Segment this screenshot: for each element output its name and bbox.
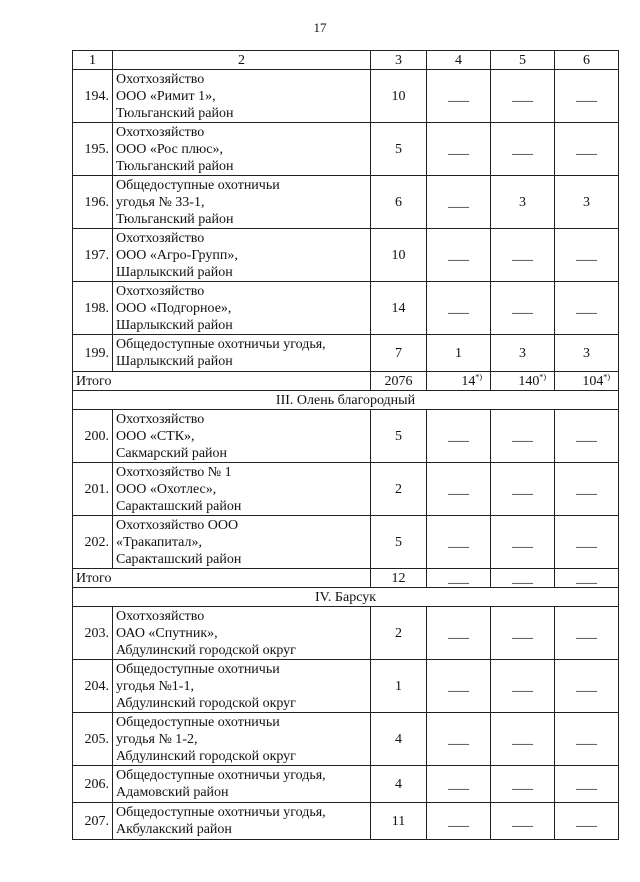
quota-value: 2 [371, 607, 427, 660]
dash-mark: ___ [512, 625, 533, 641]
quota-value: 4 [371, 766, 427, 803]
row-number: 205. [73, 713, 113, 766]
total-value [491, 372, 555, 391]
hunting-quota-table [72, 50, 619, 840]
name-line: ООО «Рос плюс», [116, 141, 223, 157]
name-line: Общедоступные охотничьи угодья, [116, 337, 326, 352]
column-header-2: 2 [113, 51, 371, 70]
name-line: Сакмарский район [116, 445, 228, 461]
name-line: Охотхозяйство ООО [116, 517, 239, 533]
total-row [73, 372, 619, 391]
empty-cell [427, 803, 491, 840]
dash-mark: ___ [448, 570, 469, 586]
empty-cell [491, 516, 555, 569]
name-line: Абдулинский городской округ [116, 642, 296, 658]
row-number: 197. [73, 229, 113, 282]
dash-mark: ___ [448, 300, 469, 316]
row-number: 201. [73, 463, 113, 516]
dash-mark: ___ [576, 570, 597, 586]
name-line: Общедоступные охотничьи [116, 714, 280, 730]
empty-cell [491, 713, 555, 766]
row-number: 200. [73, 410, 113, 463]
empty-cell [555, 70, 619, 123]
name-line: угодья №1-1, [116, 678, 194, 694]
total-number: 104 [582, 373, 604, 389]
dash-mark: ___ [512, 678, 533, 694]
dash-mark: ___ [512, 141, 533, 157]
name-line: Саракташский район [116, 551, 242, 567]
name-line: Общедоступные охотничьи [116, 177, 280, 193]
dash-mark: ___ [512, 570, 533, 586]
name-line: ООО «Подгорное», [116, 300, 232, 316]
quota-value: 7 [371, 335, 427, 372]
empty-cell [555, 463, 619, 516]
dash-mark: ___ [576, 428, 597, 444]
empty-cell [555, 766, 619, 803]
empty-cell [555, 410, 619, 463]
hunting-ground-name [113, 463, 371, 516]
dash-mark: ___ [512, 776, 533, 792]
empty-cell [491, 282, 555, 335]
dash-mark: ___ [448, 141, 469, 157]
empty-cell [427, 123, 491, 176]
quota-value: 10 [371, 229, 427, 282]
total-quota: 12 [371, 569, 427, 588]
quota-value: 11 [371, 803, 427, 840]
table-row [73, 229, 619, 282]
row-number: 203. [73, 607, 113, 660]
empty-cell [427, 463, 491, 516]
name-line: Общедоступные охотничьи угодья, [116, 805, 326, 820]
name-line: угодья № 33-1, [116, 194, 205, 210]
hunting-ground-name [113, 410, 371, 463]
name-line: ООО «Охотлес», [116, 481, 217, 497]
name-line: Адамовский район [116, 785, 229, 800]
table-body [73, 51, 619, 840]
name-line: Акбулакский район [116, 822, 232, 837]
name-line: «Тракапитал», [116, 534, 202, 550]
empty-cell [427, 282, 491, 335]
table-row [73, 607, 619, 660]
row-number: 206. [73, 766, 113, 803]
dash-mark: ___ [512, 813, 533, 829]
empty-cell [491, 70, 555, 123]
empty-cell [427, 766, 491, 803]
dash-mark: ___ [576, 813, 597, 829]
dash-mark: ___ [448, 678, 469, 694]
quota-value: 14 [371, 282, 427, 335]
dash-mark: ___ [448, 776, 469, 792]
name-line: Тюльганский район [116, 158, 234, 174]
dash-mark: ___ [448, 731, 469, 747]
empty-cell [491, 766, 555, 803]
column-header-3: 3 [371, 51, 427, 70]
row-number: 204. [73, 660, 113, 713]
dash-mark: ___ [576, 88, 597, 104]
dash-mark: ___ [512, 88, 533, 104]
dash-mark: ___ [512, 731, 533, 747]
empty-cell [491, 123, 555, 176]
dash-mark: ___ [576, 625, 597, 641]
name-line: Тюльганский район [116, 211, 234, 227]
column-header-5: 5 [491, 51, 555, 70]
dash-mark: ___ [448, 813, 469, 829]
empty-cell [427, 569, 491, 588]
total-value [555, 372, 619, 391]
section-title: IV. Барсук [73, 588, 619, 607]
name-line: ОАО «Спутник», [116, 625, 218, 641]
dash-mark: ___ [576, 534, 597, 550]
total-quota: 2076 [371, 372, 427, 391]
table-row [73, 176, 619, 229]
table-row [73, 70, 619, 123]
dash-mark: ___ [448, 428, 469, 444]
total-row [73, 569, 619, 588]
page-number: 17 [313, 20, 327, 35]
empty-cell [555, 229, 619, 282]
dash-mark: ___ [448, 194, 469, 210]
table-row [73, 766, 619, 803]
dash-mark: ___ [576, 247, 597, 263]
name-line: Общедоступные охотничьи [116, 661, 280, 677]
row-number: 196. [73, 176, 113, 229]
name-line: Охотхозяйство № 1 [116, 464, 232, 480]
dash-mark: ___ [448, 534, 469, 550]
table-row [73, 803, 619, 840]
name-line: Шарлыкский район [116, 354, 233, 369]
name-line: Шарлыкский район [116, 317, 233, 333]
empty-cell [491, 803, 555, 840]
quota-value: 6 [371, 176, 427, 229]
column-header-1: 1 [73, 51, 113, 70]
dash-mark: ___ [512, 534, 533, 550]
hunting-ground-name [113, 607, 371, 660]
name-line: угодья № 1-2, [116, 731, 198, 747]
empty-cell [427, 70, 491, 123]
hunting-ground-name [113, 70, 371, 123]
name-line: Саракташский район [116, 498, 242, 514]
dash-mark: ___ [512, 300, 533, 316]
empty-cell [491, 607, 555, 660]
table-row [73, 282, 619, 335]
dash-mark: ___ [576, 481, 597, 497]
name-line: Общедоступные охотничьи угодья, [116, 768, 326, 783]
dash-mark: ___ [448, 247, 469, 263]
table-row [73, 463, 619, 516]
dash-mark: ___ [512, 428, 533, 444]
dash-mark: ___ [576, 678, 597, 694]
empty-cell [555, 607, 619, 660]
empty-cell [555, 282, 619, 335]
empty-cell [427, 229, 491, 282]
dash-mark: ___ [576, 776, 597, 792]
footnote-mark: *) [539, 371, 546, 381]
footnote-mark: *) [475, 371, 482, 381]
row-number: 198. [73, 282, 113, 335]
empty-cell [491, 463, 555, 516]
section-heading-red-deer [73, 391, 619, 410]
empty-cell [491, 569, 555, 588]
row-number: 199. [73, 335, 113, 372]
column-number-row [73, 51, 619, 70]
hunting-ground-name [113, 176, 371, 229]
empty-cell [427, 607, 491, 660]
name-line: ООО «СТК», [116, 428, 195, 444]
empty-cell [427, 176, 491, 229]
section-title: III. Олень благородный [73, 391, 619, 410]
section-heading-badger [73, 588, 619, 607]
table-row [73, 660, 619, 713]
total-value [427, 372, 491, 391]
table-row [73, 516, 619, 569]
total-number: 14 [461, 373, 476, 389]
name-line: Охотхозяйство [116, 124, 205, 140]
quota-value: 5 [371, 410, 427, 463]
empty-cell [427, 516, 491, 569]
hunting-ground-name [113, 335, 371, 372]
row-number: 207. [73, 803, 113, 840]
table-row [73, 713, 619, 766]
empty-cell [491, 410, 555, 463]
value-cell: 3 [555, 335, 619, 372]
row-number: 194. [73, 70, 113, 123]
dash-mark: ___ [512, 247, 533, 263]
name-line: Охотхозяйство [116, 71, 205, 87]
name-line: Охотхозяйство [116, 608, 205, 624]
name-line: Абдулинский городской округ [116, 748, 296, 764]
hunting-ground-name [113, 123, 371, 176]
name-line: Шарлыкский район [116, 264, 233, 280]
empty-cell [427, 660, 491, 713]
quota-value: 10 [371, 70, 427, 123]
empty-cell [555, 660, 619, 713]
hunting-ground-name [113, 516, 371, 569]
name-line: Охотхозяйство [116, 411, 205, 427]
footnote-mark: *) [603, 371, 610, 381]
table-row [73, 410, 619, 463]
row-number: 202. [73, 516, 113, 569]
value-cell: 3 [491, 176, 555, 229]
name-line: ООО «Агро-Групп», [116, 247, 238, 263]
hunting-ground-name [113, 660, 371, 713]
hunting-ground-name [113, 282, 371, 335]
quota-value: 1 [371, 660, 427, 713]
table-row [73, 335, 619, 372]
dash-mark: ___ [512, 481, 533, 497]
name-line: Абдулинский городской округ [116, 695, 296, 711]
empty-cell [427, 410, 491, 463]
dash-mark: ___ [448, 625, 469, 641]
empty-cell [555, 123, 619, 176]
dash-mark: ___ [576, 141, 597, 157]
value-cell: 3 [491, 335, 555, 372]
empty-cell [555, 516, 619, 569]
empty-cell [491, 660, 555, 713]
dash-mark: ___ [576, 731, 597, 747]
name-line: Охотхозяйство [116, 283, 205, 299]
name-line: Охотхозяйство [116, 230, 205, 246]
empty-cell [491, 229, 555, 282]
empty-cell [555, 803, 619, 840]
quota-value: 5 [371, 516, 427, 569]
hunting-ground-name [113, 766, 371, 803]
column-header-6: 6 [555, 51, 619, 70]
name-line: ООО «Римит 1», [116, 88, 216, 104]
row-number: 195. [73, 123, 113, 176]
dash-mark: ___ [448, 481, 469, 497]
table-row [73, 123, 619, 176]
quota-value: 5 [371, 123, 427, 176]
dash-mark: ___ [448, 88, 469, 104]
empty-cell [555, 569, 619, 588]
quota-value: 2 [371, 463, 427, 516]
empty-cell [555, 713, 619, 766]
empty-cell [427, 713, 491, 766]
hunting-ground-name [113, 229, 371, 282]
hunting-ground-name [113, 713, 371, 766]
total-label: Итого [73, 569, 371, 588]
column-header-4: 4 [427, 51, 491, 70]
total-label: Итого [73, 372, 371, 391]
hunting-ground-name [113, 803, 371, 840]
total-number: 140 [518, 373, 540, 389]
value-cell: 3 [555, 176, 619, 229]
dash-mark: ___ [576, 300, 597, 316]
quota-value: 4 [371, 713, 427, 766]
value-cell: 1 [427, 335, 491, 372]
name-line: Тюльганский район [116, 105, 234, 121]
